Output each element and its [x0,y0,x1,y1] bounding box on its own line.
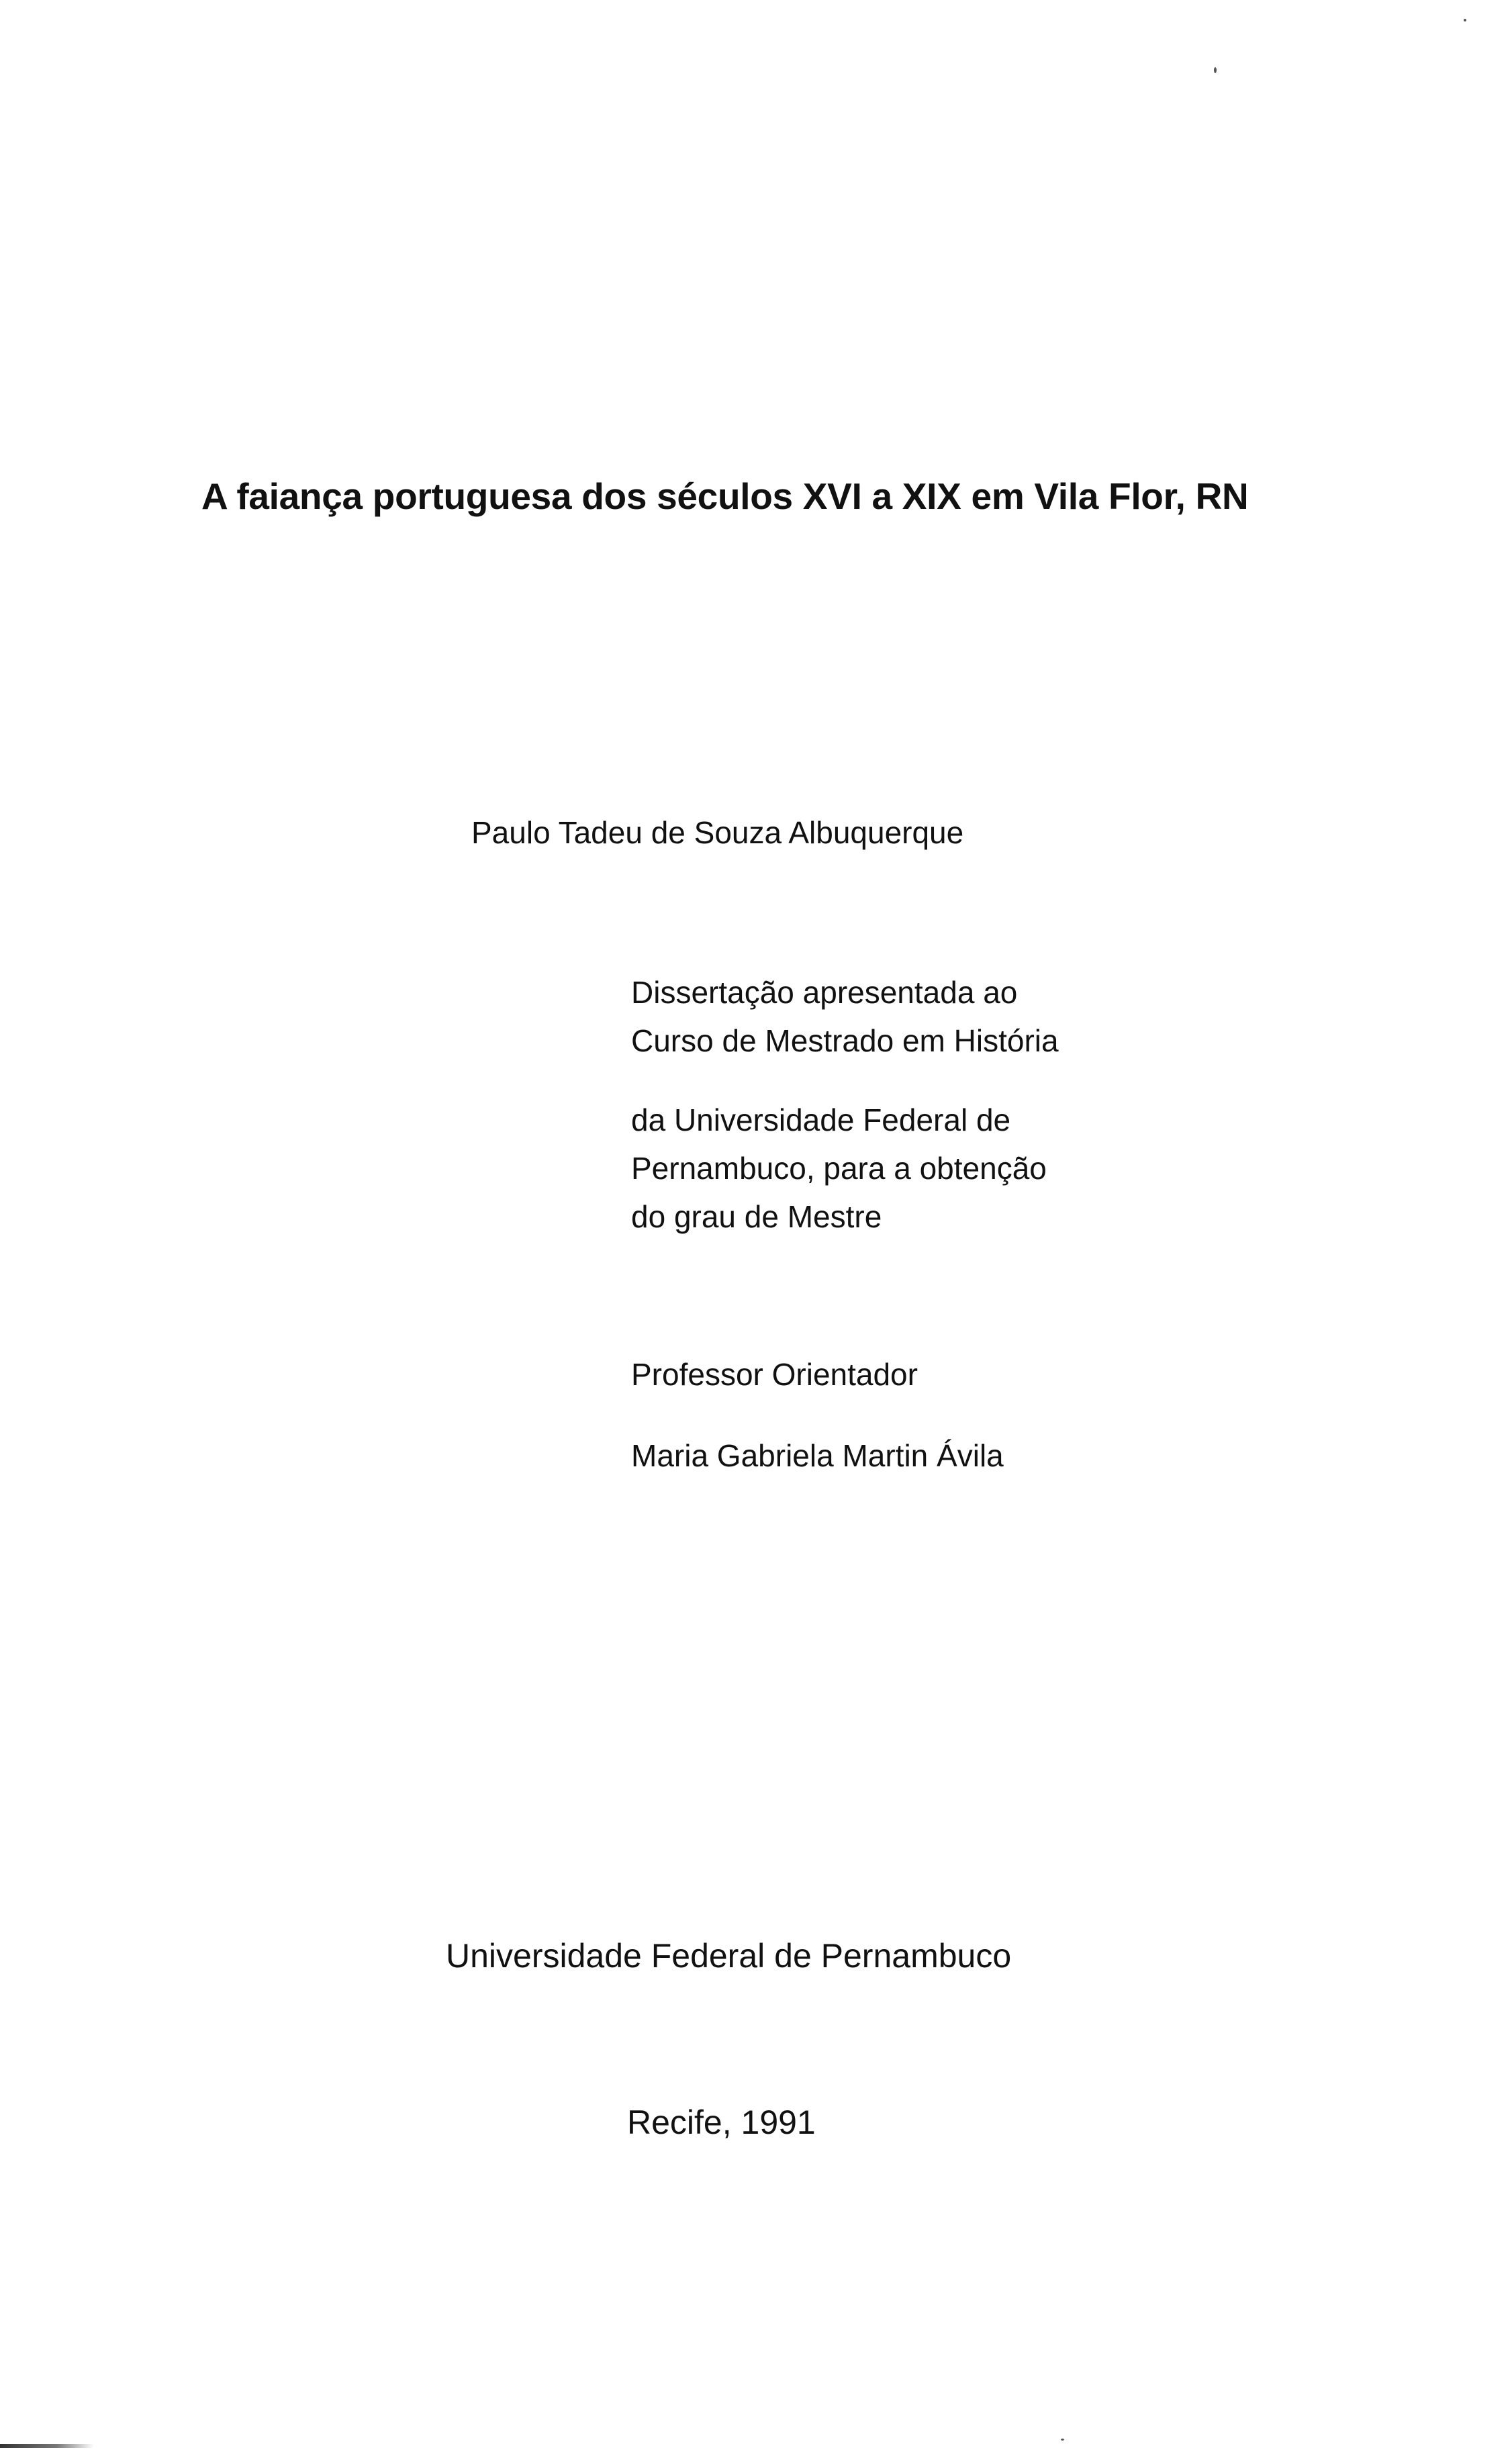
description-line: Dissertação apresentada ao [631,975,1018,1010]
author-name: Paulo Tadeu de Souza Albuquerque [471,815,964,850]
advisor-name: Maria Gabriela Martin Ávila [631,1438,1004,1473]
institution-name: Universidade Federal de Pernambuco [446,1937,1012,1975]
thesis-title: A faiança portuguesa dos séculos XVI a XIX em Vila Flor, RN [201,475,1249,517]
scan-speck [1464,19,1466,21]
scan-speck [1214,67,1217,73]
description-line: Curso de Mestrado em História [631,1023,1059,1058]
description-line: da Universidade Federal de [631,1102,1011,1137]
scan-edge-mark [0,2444,94,2448]
advisor-label: Professor Orientador [631,1357,918,1392]
description-line: Pernambuco, para a obtenção [631,1151,1047,1186]
description-line: do grau de Mestre [631,1199,882,1234]
place-date: Recife, 1991 [627,2104,816,2141]
scan-speck [1061,2439,1064,2441]
